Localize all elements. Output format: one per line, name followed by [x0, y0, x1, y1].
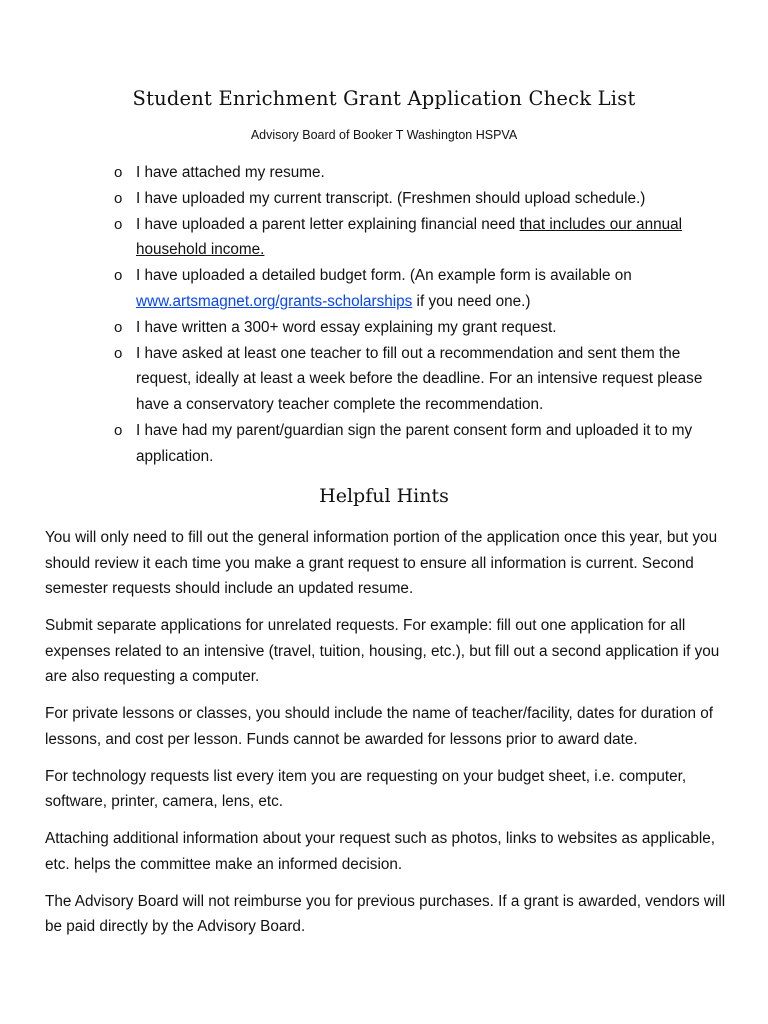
bullet-glyph: o	[114, 318, 123, 336]
checklist-item-text: I have uploaded my current transcript. (Freshmen should upload schedule.)	[136, 189, 646, 207]
bullet-glyph: o	[114, 344, 123, 362]
hints-section	[45, 525, 729, 951]
checklist-item-text-after: if you need one.)	[412, 292, 531, 310]
hints-heading: Helpful Hints	[319, 485, 449, 507]
checklist-item-text: I have uploaded a parent letter explaining financial need	[136, 215, 520, 233]
checklist-item	[110, 418, 726, 470]
underlined-text: that includes our annual household income.	[136, 215, 682, 259]
checklist-item	[110, 263, 726, 315]
grants-scholarships-link[interactable]: www.artsmagnet.org/grants-scholarships	[136, 292, 413, 310]
bullet-glyph: o	[114, 267, 123, 285]
page-subtitle: Advisory Board of Booker T Washington HSPVA	[250, 128, 518, 142]
checklist-item	[110, 315, 726, 341]
checklist-item	[110, 186, 726, 212]
hint-paragraph: You will only need to fill out the general information portion of the application once this year, but you should review it each time you make a grant request to ensure all information is current. Second semester requests should include an updated resume.	[45, 529, 718, 597]
checklist-item-text: I have had my parent/guardian sign the parent consent form and uploaded it to my application.	[136, 421, 693, 465]
checklist-item-text: I have asked at least one teacher to fill out a recommendation and sent them the request, ideally at least a week before the deadline. For an intensive request please have a conservatory teacher complete the recommendation.	[136, 344, 703, 414]
checklist-item-text: I have written a 300+ word essay explaining my grant request.	[136, 318, 557, 336]
hint-paragraph: Submit separate applications for unrelated requests. For example: fill out one application for all expenses related to an intensive (travel, tuition, housing, etc.), but fill out a second application if you are also requesting a computer.	[45, 617, 720, 685]
hint-paragraph: The Advisory Board will not reimburse you for previous purchases. If a grant is awarded, vendors will be paid directly by the Advisory Board.	[45, 892, 726, 935]
checklist-item	[110, 341, 726, 418]
bullet-glyph: o	[114, 421, 123, 439]
checklist-item	[110, 212, 726, 264]
hint-paragraph: For private lessons or classes, you should include the name of teacher/facility, dates for duration of lessons, and cost per lesson. Funds cannot be awarded for lessons prior to award date.	[45, 705, 714, 748]
bullet-glyph: o	[114, 164, 123, 181]
checklist-item-text: I have uploaded a detailed budget form. (An example form is available on	[136, 267, 632, 285]
checklist	[110, 160, 726, 470]
hint-paragraph: Attaching additional information about your request such as photos, links to websites as applicable, etc. helps the committee make an informed decision.	[45, 830, 716, 873]
bullet-glyph: o	[114, 215, 123, 233]
hint-paragraph: For technology requests list every item you are requesting on your budget sheet, i.e. computer, software, printer, camera, lens, etc.	[45, 767, 687, 810]
page-title: Student Enrichment Grant Application Check List	[132, 87, 636, 110]
checklist-item-text: I have attached my resume.	[136, 164, 325, 181]
checklist-item	[110, 160, 726, 186]
bullet-glyph: o	[114, 189, 123, 207]
